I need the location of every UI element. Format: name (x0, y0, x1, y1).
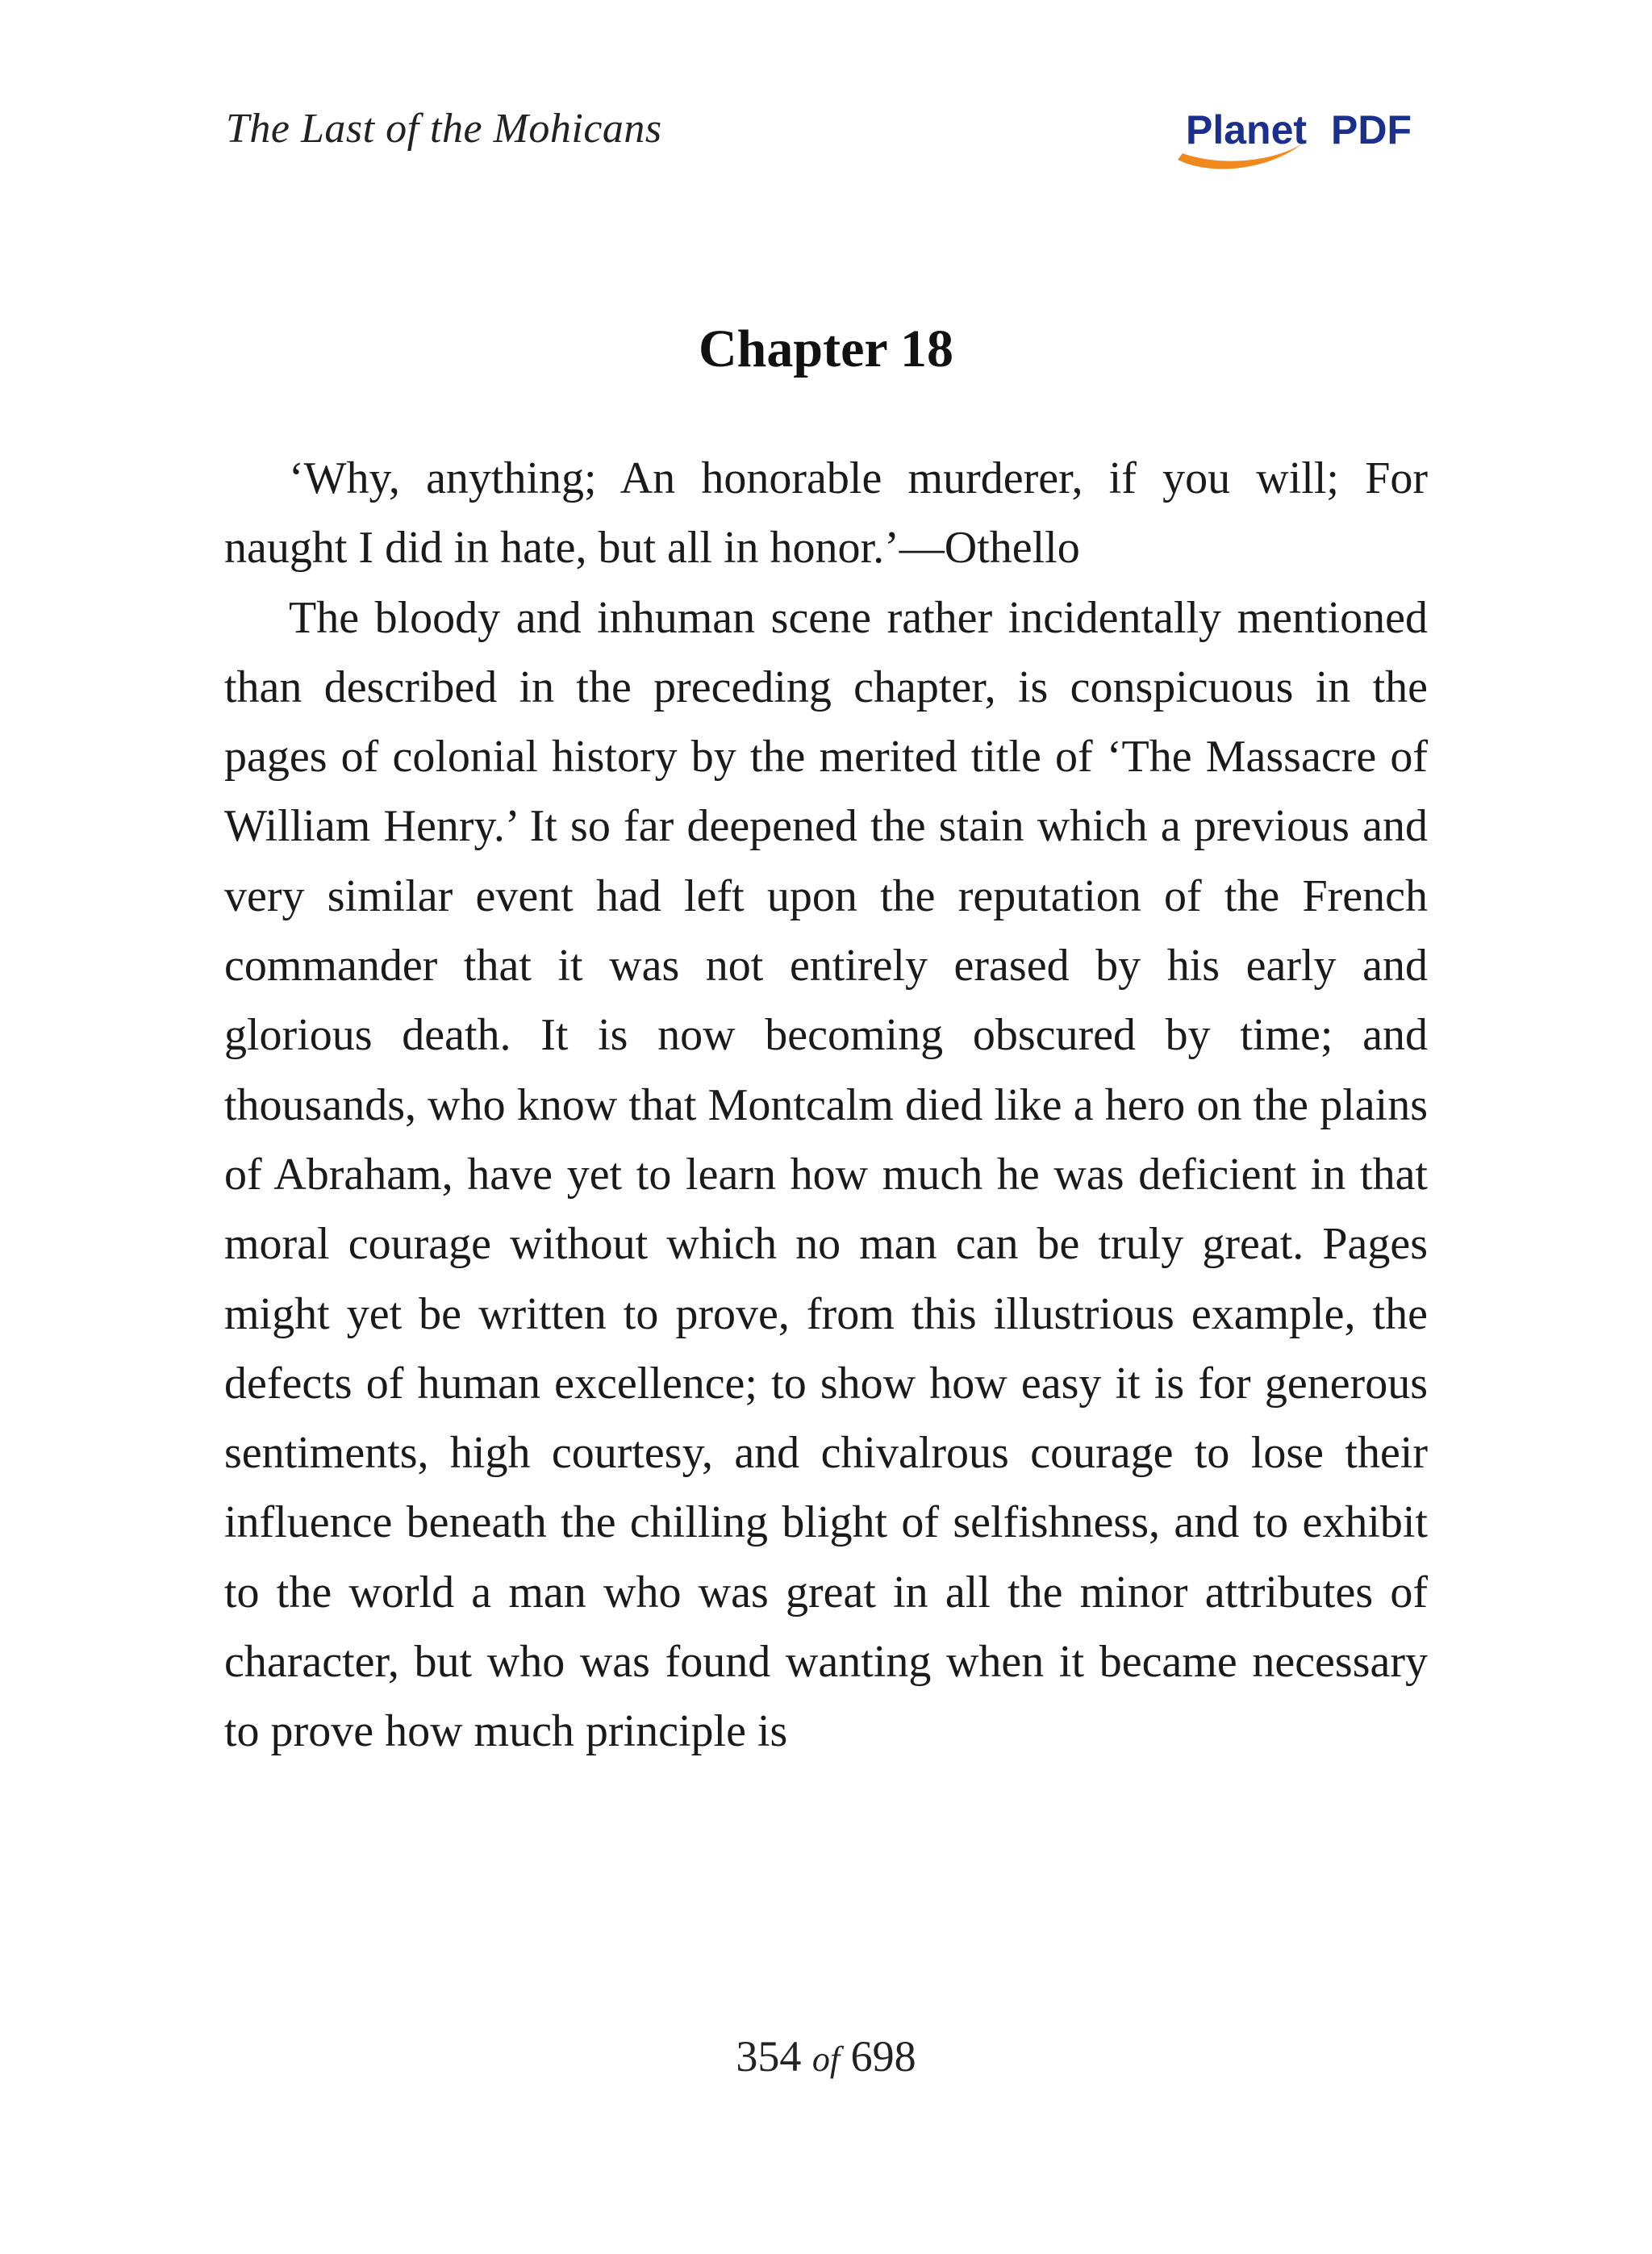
epigraph: ‘Why, anything; An honorable murderer, if you will; For naught I did in hate, but all in honor.’—Othello (224, 453, 1428, 574)
page-number (0, 2031, 1652, 2081)
total-pages-number: 698 (850, 2032, 916, 2081)
logo-text-pdf: PDF (1331, 107, 1412, 152)
logo-text-planet: Planet (1186, 107, 1308, 152)
current-page-number: 354 (736, 2032, 802, 2081)
body-text (224, 444, 1428, 1767)
running-head-book-title: The Last of the Mohicans (226, 106, 662, 152)
body-paragraph: The bloody and inhuman scene rather incidentally mentioned than described in the preceding chapter, is conspicuous in the pages of colonial history by the merited title of ‘The Massacre of William Henry.’ It so far deepened the stain which a previous and very similar event had left upon the reputation of the French commander that it was not entirely erased by his early and glorious death. It is now becoming obscured by time; and thousands, who know that Montcalm died like a hero on the plains of Abraham, have yet to learn how much he was deficient in that moral courage without which no man can be truly great. Pages might yet be written to prove, from this illustrious example, the defects of human excellence; to show how easy it is for generous sentiments, high courtesy, and chivalrous courage to lose their influence beneath the chilling blight of selfishness, and to exhibit to the world a man who was great in all the minor attributes of character, but who was found wanting when it became necessary to prove how much principle is (224, 592, 1428, 1757)
chapter-title: Chapter 18 (699, 319, 953, 378)
planet-pdf-logo (1162, 97, 1436, 177)
of-label: of (811, 2039, 841, 2079)
